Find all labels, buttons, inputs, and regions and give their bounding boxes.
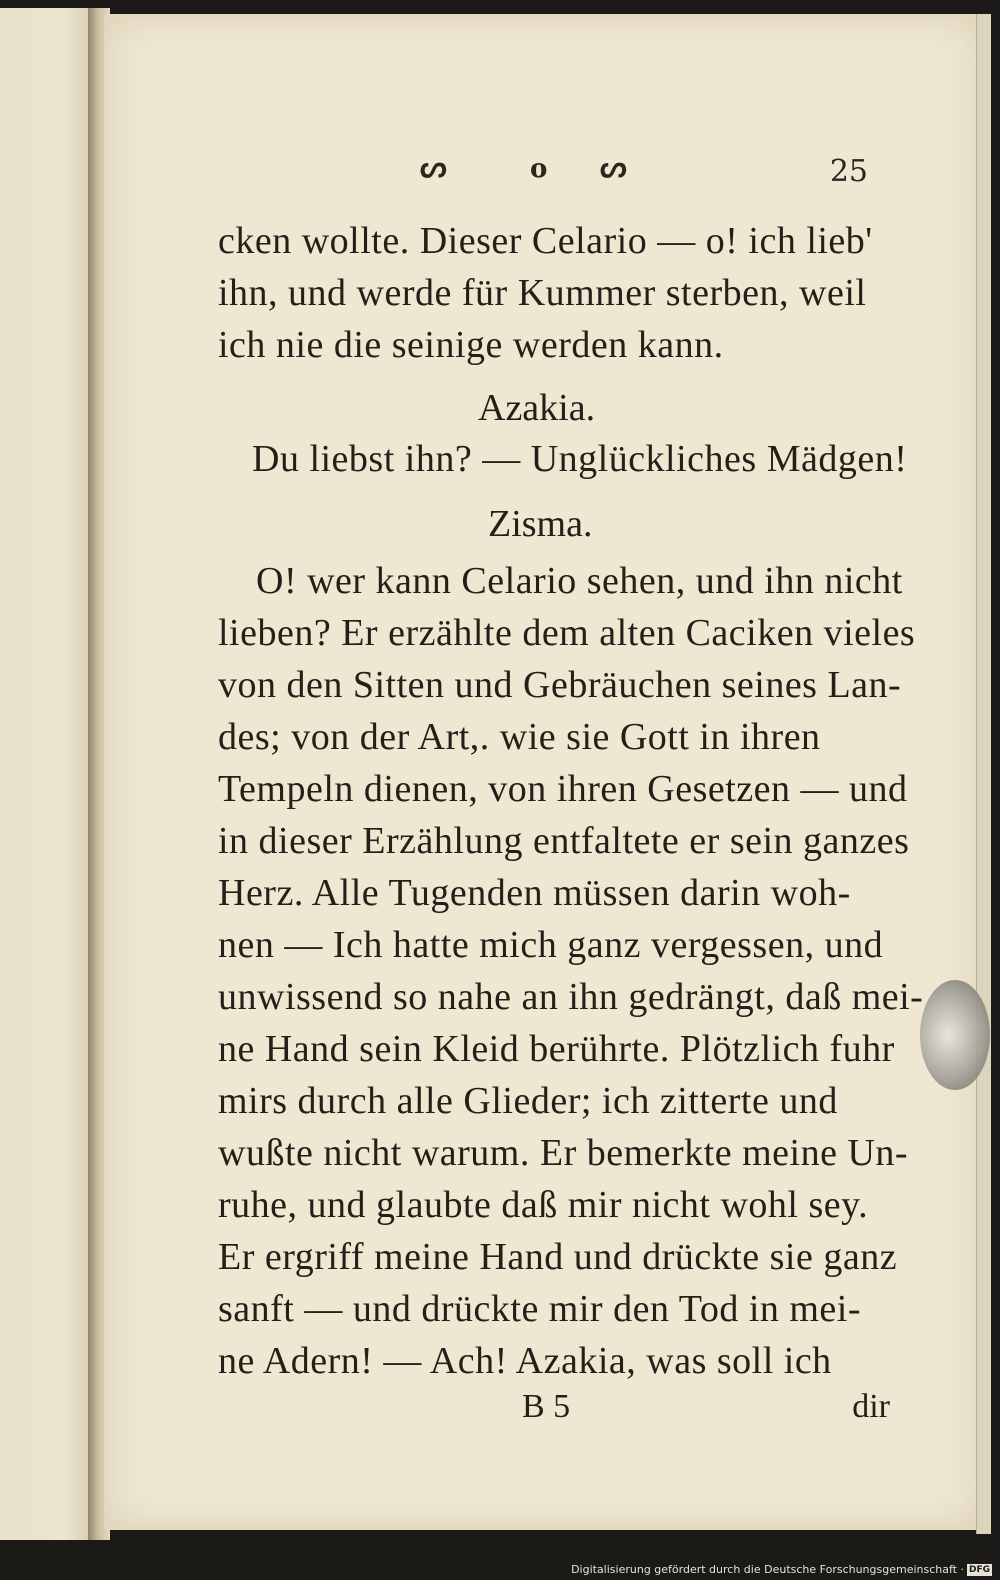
- page-clip-tab: [920, 980, 990, 1090]
- text-line: ich nie die seinige werden kann.: [218, 324, 724, 366]
- text-line: ne Adern! — Ach! Azakia, was soll ich: [218, 1340, 832, 1382]
- signature-mark: B 5: [522, 1388, 571, 1425]
- page-number: 25: [829, 154, 868, 189]
- text-line: nen — Ich hatte mich ganz vergessen, und: [218, 924, 884, 966]
- text-line: mirs durch alle Glieder; ich zitterte und: [218, 1080, 838, 1122]
- text-line: unwissend so nahe an ihn gedrängt, daß mei-: [218, 976, 924, 1018]
- ornament-right-icon: ᔕ: [600, 150, 625, 185]
- catchword: dir: [852, 1388, 890, 1425]
- running-header: [420, 150, 880, 194]
- text-line: Tempeln dienen, von ihren Gesetzen — und: [218, 768, 908, 810]
- text-line: wußte nicht warum. Er bemerkte meine Un-: [218, 1132, 909, 1174]
- text-line: ruhe, und glaubte daß mir nicht wohl sey.: [218, 1184, 869, 1226]
- credit-text: Digitalisierung gefördert durch die Deutsche Forschungsgemeinschaft ·: [571, 1563, 964, 1576]
- text-line: ne Hand sein Kleid berührte. Plötzlich fuhr: [218, 1028, 895, 1070]
- text-line: sanft — und drückte mir den Tod in mei-: [218, 1288, 862, 1330]
- text-line: Herz. Alle Tugenden müssen darin woh-: [218, 872, 851, 914]
- ornament-center-icon: o: [530, 154, 546, 184]
- dfg-logo: DFG: [968, 1564, 990, 1575]
- text-line: in dieser Erzählung entfaltete er sein ganzes: [218, 820, 910, 862]
- text-line: cken wollte. Dieser Celario — o! ich lieb': [218, 220, 873, 262]
- speaker-heading: Zisma.: [488, 503, 593, 545]
- text-line: des; von der Art,. wie sie Gott in ihren: [218, 716, 821, 758]
- text-line: lieben? Er erzählte dem alten Caciken vieles: [218, 612, 916, 654]
- text-line: von den Sitten und Gebräuchen seines Lan-: [218, 664, 902, 706]
- text-line: Er ergriff meine Hand und drückte sie ganz: [218, 1236, 898, 1278]
- text-line: ihn, und werde für Kummer sterben, weil: [218, 272, 867, 314]
- ornament-left-icon: ᔕ: [420, 150, 445, 185]
- left-page: [0, 8, 94, 1540]
- digitization-credit: [571, 1563, 992, 1576]
- speaker-heading: Azakia.: [478, 387, 596, 429]
- text-line: Du liebst ihn? — Unglückliches Mädgen!: [252, 438, 908, 480]
- page-edge: [976, 14, 991, 1534]
- text-line: O! wer kann Celario sehen, und ihn nicht: [256, 560, 903, 602]
